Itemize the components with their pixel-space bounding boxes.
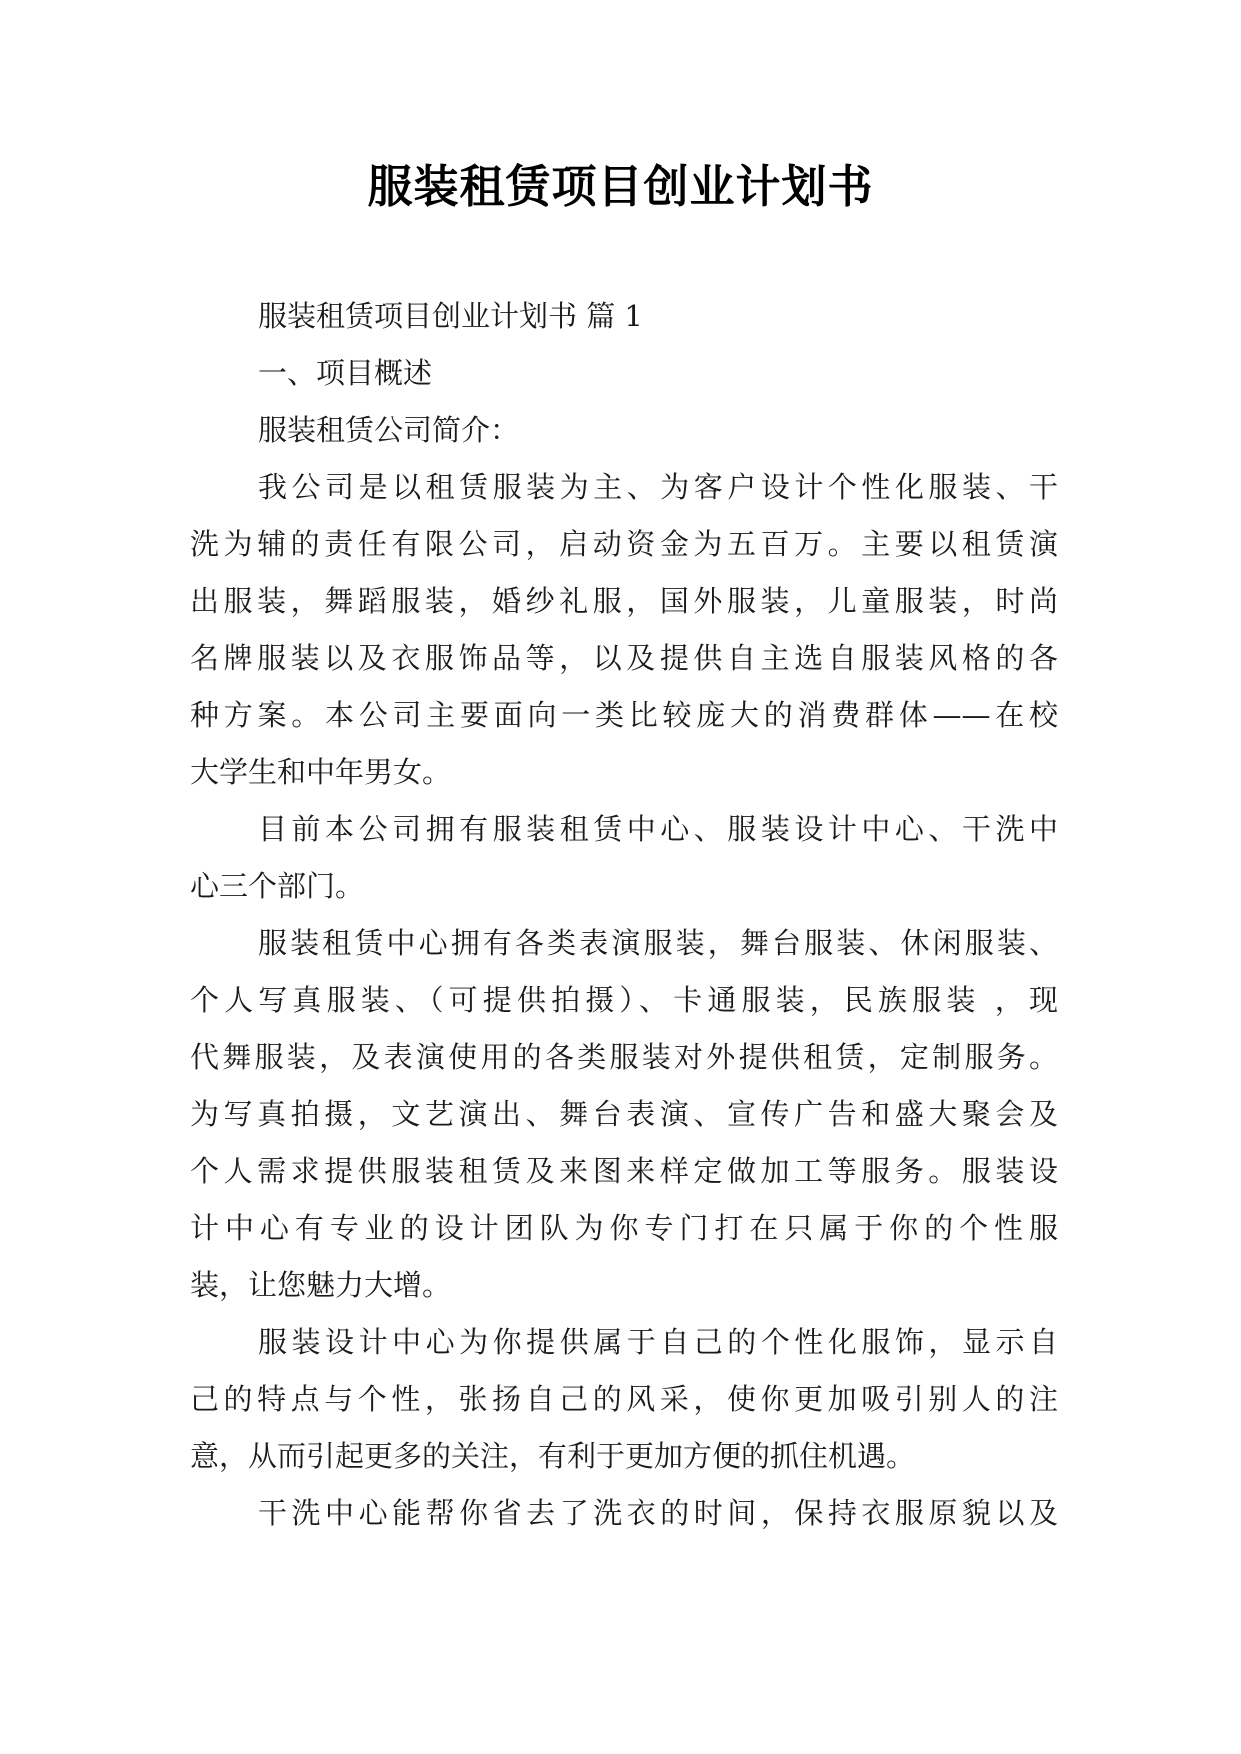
paragraph-line: 为写真拍摄，文艺演出、舞台表演、宣传广告和盛大聚会及	[190, 1097, 1058, 1131]
section-heading: 一、项目概述	[258, 356, 433, 390]
document-body	[190, 288, 1058, 1542]
paragraph-line: 服装设计中心为你提供属于自己的个性化服饰，显示自	[258, 1325, 1058, 1359]
paragraph-line: 种方案。本公司主要面向一类比较庞大的消费群体——在校	[190, 698, 1058, 732]
paragraph-line: 个人写真服装、（可提供拍摄）、卡通服装，民族服装 ，现	[190, 983, 1058, 1017]
paragraph-line: 名牌服装以及衣服饰品等，以及提供自主选自服装风格的各	[190, 641, 1058, 675]
paragraph-line: 目前本公司拥有服装租赁中心、服装设计中心、干洗中	[258, 812, 1058, 846]
intro-heading: 服装租赁公司简介：	[258, 413, 520, 447]
paragraph-line: 代舞服装，及表演使用的各类服装对外提供租赁，定制服务。	[190, 1040, 1058, 1074]
paragraph-line: 我公司是以租赁服装为主、为客户设计个性化服装、干	[258, 470, 1058, 504]
paragraph-line: 计中心有专业的设计团队为你专门打在只属于你的个性服	[190, 1211, 1058, 1245]
paragraph-line: 己的特点与个性，张扬自己的风采，使你更加吸引别人的注	[190, 1382, 1058, 1416]
paragraph-line: 意，从而引起更多的关注，有利于更加方便的抓住机遇。	[190, 1439, 916, 1473]
paragraph-line: 个人需求提供服装租赁及来图来样定做加工等服务。服装设	[190, 1154, 1058, 1188]
paragraph-line: 洗为辅的责任有限公司，启动资金为五百万。主要以租赁演	[190, 527, 1058, 561]
paragraph-line: 心三个部门。	[190, 869, 365, 903]
chapter-subtitle: 服装租赁项目创业计划书 篇 1	[258, 299, 643, 333]
paragraph-line: 干洗中心能帮你省去了洗衣的时间，保持衣服原貌以及	[258, 1496, 1058, 1530]
paragraph-line: 大学生和中年男女。	[190, 755, 452, 789]
paragraph-line: 出服装，舞蹈服装，婚纱礼服，国外服装，儿童服装，时尚	[190, 584, 1058, 618]
paragraph-line: 服装租赁中心拥有各类表演服装，舞台服装、休闲服装、	[258, 926, 1058, 960]
document-title: 服装租赁项目创业计划书	[367, 160, 874, 213]
paragraph-line: 装，让您魅力大增。	[190, 1268, 452, 1302]
